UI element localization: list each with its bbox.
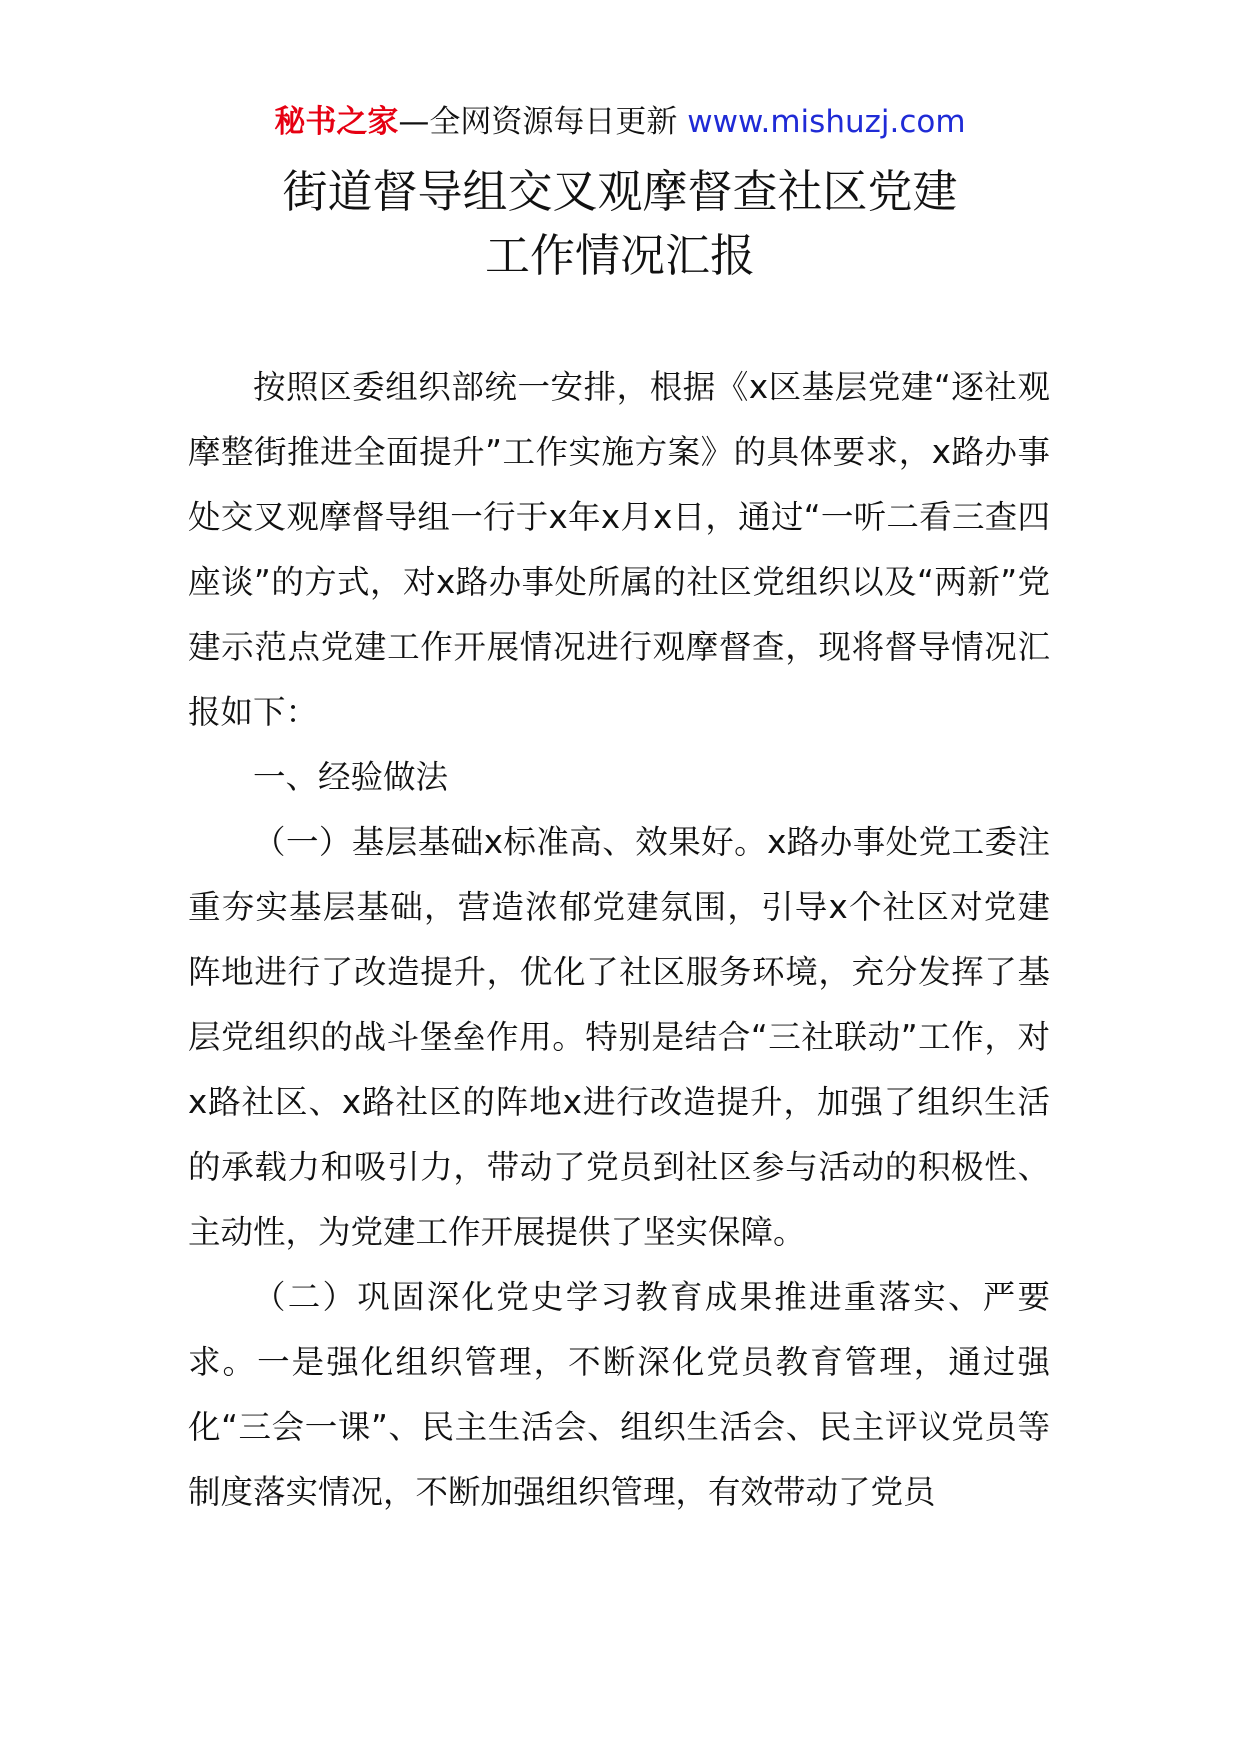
document-body — [188, 355, 1050, 1525]
title-line-2: 工作情况汇报 — [484, 229, 755, 282]
paragraph-intro: 按照区委组织部统一安排，根据《x区基层党建“逐社观摩整街推进全面提升”工作实施方案》的具体要求，x路办事处交叉观摩督导组一行于x年x月x日，通过“一听二看三查四座谈”的方式，对x路办事处所属的社区党组织以及“两新”党建示范点党建工作开展情况进行观摩督查，现将督导情况汇报如下： — [188, 368, 1050, 731]
section-heading-1: 一、经验做法 — [253, 758, 449, 796]
header-slogan: —全网资源每日更新 — [398, 104, 688, 140]
brand-name: 秘书之家 — [274, 104, 399, 140]
title-line-1: 街道督导组交叉观摩督查社区党建 — [282, 165, 958, 218]
site-url-link[interactable]: www.mishuzj.com — [687, 104, 966, 140]
site-header — [0, 98, 1240, 146]
paragraph-1: （一）基层基础x标准高、效果好。x路办事处党工委注重夯实基层基础，营造浓郁党建氛围，引导x个社区对党建阵地进行了改造提升，优化了社区服务环境，充分发挥了基层党组织的战斗堡垒作用。特别是结合“三社联动”工作，对x路社区、x路社区的阵地x进行改造提升，加强了组织生活的承载力和吸引力，带动了党员到社区参与活动的积极性、主动性，为党建工作开展提供了坚实保障。 — [188, 823, 1050, 1251]
document-title — [0, 160, 1240, 288]
paragraph-2: （二）巩固深化党史学习教育成果推进重落实、严要求。一是强化组织管理，不断深化党员教育管理，通过强化“三会一课”、民主生活会、组织生活会、民主评议党员等制度落实情况，不断加强组织管理，有效带动了党员 — [188, 1278, 1050, 1511]
